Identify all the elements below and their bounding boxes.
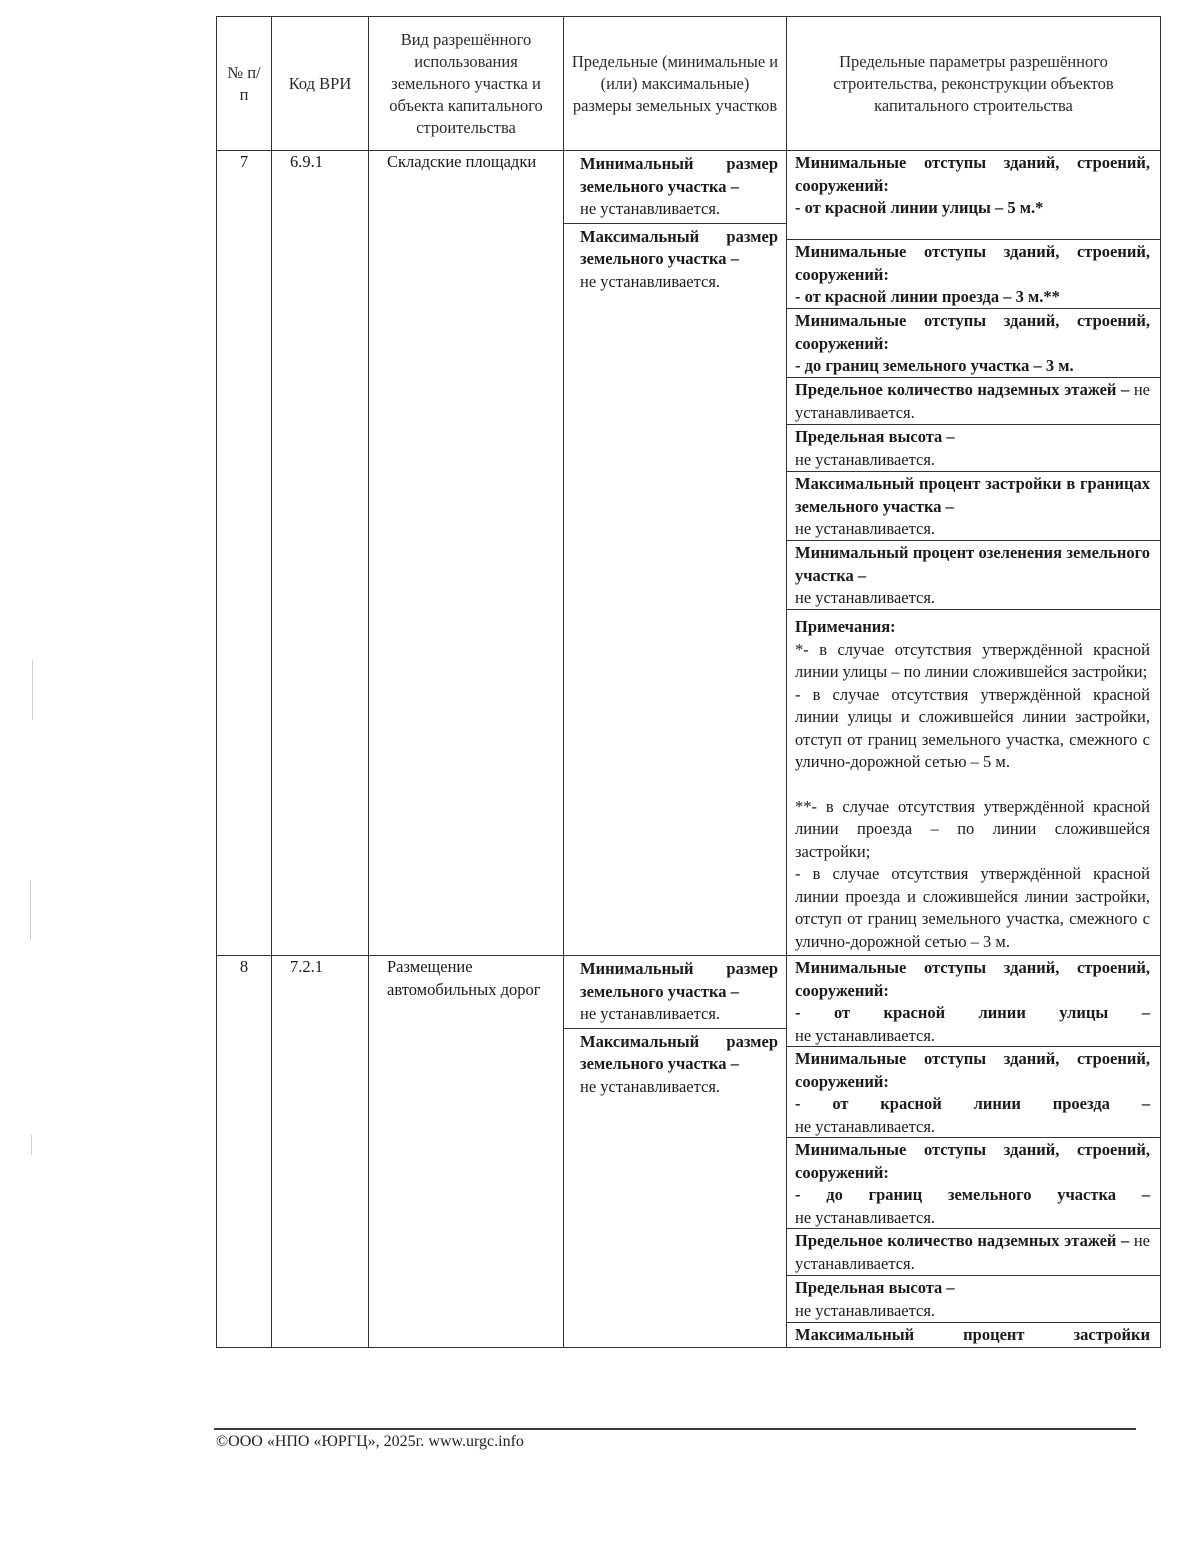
header-num: № п/п xyxy=(217,17,272,151)
max-size-value: не устанавливается. xyxy=(580,271,721,291)
max-size-block xyxy=(564,1028,786,1101)
min-size-block xyxy=(564,151,786,223)
row-code: 7.2.1 xyxy=(272,956,369,1348)
table-row xyxy=(217,151,1161,956)
footer-divider xyxy=(214,1428,1136,1430)
row-use-name: Размещение автомобильных дорог xyxy=(369,956,564,1348)
param-setback-street: Минимальные отступы зданий, строений, сооружений: - от красной линии улицы – 5 м.* xyxy=(787,151,1160,240)
min-size-value: не устанавливается. xyxy=(580,199,721,218)
footer-copyright: ©ООО «НПО «ЮРГЦ», 2025г. www.urgc.info xyxy=(216,1433,524,1450)
max-size-value: не устанавливается. xyxy=(580,1076,721,1096)
row-plot-sizes xyxy=(564,956,787,1348)
row-plot-sizes xyxy=(564,151,787,956)
max-size-title: Максимальный размер земельного участка – xyxy=(580,226,778,268)
param-setback-street: Минимальные отступы зданий, строений, сооружений: - от красной линии улицы – не устанавливается. xyxy=(787,956,1160,1047)
max-size-title: Максимальный размер земельного участка – xyxy=(580,1031,778,1073)
min-size-title: Минимальный размер земельного участка – xyxy=(580,154,778,196)
param-setback-driveway: Минимальные отступы зданий, строений, сооружений: - от красной линии проезда – 3 м.** xyxy=(787,240,1160,309)
row-construction-params xyxy=(787,956,1161,1348)
row-code: 6.9.1 xyxy=(272,151,369,956)
header-plot-sizes: Предельные (минимальные и (или) максимальные) размеры земельных участков xyxy=(564,17,787,151)
note-item: *- в случае отсутствия утверждённой красной линии улицы – по линии сложившейся застройки; xyxy=(795,639,1150,681)
param-build-percent: Максимальный процент застройки xyxy=(795,1325,1150,1344)
max-size-block xyxy=(564,223,786,296)
param-setback-driveway: Минимальные отступы зданий, строений, сооружений: - от красной линии проезда – не устанавливается. xyxy=(787,1047,1160,1138)
header-use-type: Вид разрешённого использования земельного участка и объекта капитального строительства xyxy=(369,17,564,151)
table-row xyxy=(217,956,1161,1348)
min-size-block xyxy=(564,956,786,1028)
note-item: - в случае отсутствия утверждённой красной линии проезда и сложившейся линии застройки, отступ от границ земельного участка, смежного с улично-дорожной сетью – 3 м. xyxy=(795,864,1150,951)
param-height: Предельная высота – не устанавливается. xyxy=(787,1276,1160,1323)
param-floors: Предельное количество надземных этажей – не устанавливается. xyxy=(787,378,1160,425)
param-setback-boundary: Минимальные отступы зданий, строений, сооружений: - до границ земельного участка – не устанавливается. xyxy=(787,1138,1160,1229)
table-header-row xyxy=(217,17,1161,151)
param-setback-boundary: Минимальные отступы зданий, строений, сооружений: - до границ земельного участка – 3 м. xyxy=(787,309,1160,378)
row-number: 8 xyxy=(217,956,272,1348)
scan-margin-mark xyxy=(31,1135,32,1155)
note-item: **- в случае отсутствия утверждённой красной линии проезда – по линии сложившейся застройки; xyxy=(795,796,1150,861)
row-number: 7 xyxy=(217,151,272,956)
header-construction-params: Предельные параметры разрешённого строительства, реконструкции объектов капитального строительства xyxy=(787,17,1161,151)
notes-block: Примечания: *- в случае отсутствия утверждённой красной линии улицы – по линии сложившейся застройки; - в случае отсутствия утверждённой красной линии улицы и сложившейся линии застройки, отступ от границ земельного участка, смежного с улично-дорожной сетью – 5 м. **- в случае отсутствия утверждённой красной линии проезда – по линии сложившейся застройки; - в случае отсутствия утверждённой красной линии проезда и сложившейся линии застройки, отступ от границ земельного участка, смежного с улично-дорожной сетью – 3 м. xyxy=(787,610,1160,955)
scan-margin-mark xyxy=(30,880,31,940)
note-item: - в случае отсутствия утверждённой красной линии улицы и сложившейся линии застройки, отступ от границ земельного участка, смежного с улично-дорожной сетью – 5 м. xyxy=(795,684,1150,771)
row-construction-params xyxy=(787,151,1161,956)
min-size-title: Минимальный размер земельного участка – xyxy=(580,959,778,1001)
regulations-table xyxy=(216,16,1161,1348)
scan-margin-mark xyxy=(32,660,33,720)
row-use-name: Складские площадки xyxy=(369,151,564,956)
param-green-percent: Минимальный процент озеленения земельного участка – не устанавливается. xyxy=(787,541,1160,610)
param-build-percent: Максимальный процент застройки в границах земельного участка – не устанавливается. xyxy=(787,472,1160,541)
param-floors: Предельное количество надземных этажей – не устанавливается. xyxy=(787,1229,1160,1276)
param-height: Предельная высота – не устанавливается. xyxy=(787,425,1160,472)
min-size-value: не устанавливается. xyxy=(580,1004,721,1023)
header-code: Код ВРИ xyxy=(272,17,369,151)
